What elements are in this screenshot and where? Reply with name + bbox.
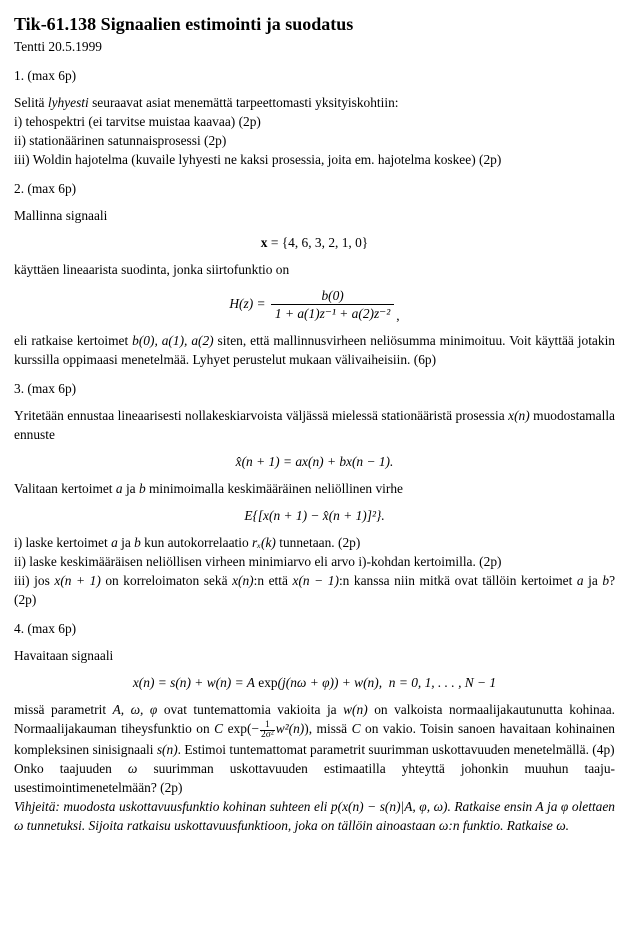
inline-fraction: $\frac{1}{\text{2σ²}}$ (260, 720, 274, 741)
transfer-function-formula (14, 287, 615, 323)
text-run: ja (583, 573, 603, 588)
text-run: b (134, 535, 141, 550)
text-run: C (214, 721, 224, 736)
text-run: Valitaan kertoimet (14, 481, 116, 496)
text-run: minimoimalla keskimääräinen neliöllinen virhe (145, 481, 403, 496)
text-run: n = 0, 1, . . . , N − 1 (388, 675, 497, 690)
text-run: seuraavat asiat menemättä tarpeettomasti yksityiskohtiin: (88, 95, 399, 110)
text-run: Yritetään ennustaa lineaarisesti nollakeskiarvoista väljässä mielessä stationääristä prosessia (14, 408, 509, 423)
text-run: muodostamalla ennuste (14, 408, 615, 442)
text-run: :n että (253, 573, 293, 588)
fraction-numerator: b(0) (321, 288, 344, 303)
problem-3-item-ii (14, 552, 615, 571)
text-run: lyhyesti (47, 95, 89, 110)
problem-3-intro (14, 406, 615, 444)
text-run: missä parametrit (14, 702, 113, 717)
problem-4-heading: 4. (max 6p) (14, 621, 77, 636)
text-run: = {4, 6, 3, 2, 1, 0} (267, 235, 369, 250)
text-run: :n kanssa niin mitkä ovat tällöin kertoimet (338, 573, 577, 588)
text-run: b(0), a(1), a(2) (132, 333, 214, 348)
formula-comma: , (396, 308, 400, 324)
transfer-fraction (271, 287, 394, 323)
problem-3-mid (14, 479, 615, 498)
problem-1-body (14, 93, 615, 169)
text-run: iii) jos (14, 573, 55, 588)
text-run: w(n) (343, 702, 368, 717)
course-title: Tik-61.138 Signaalien estimointi ja suodatus (14, 14, 354, 34)
problem-2-task (14, 331, 615, 369)
text-run: Selitä (14, 95, 48, 110)
problem-4-lead: Havaitaan signaali (14, 648, 114, 663)
exam-date: Tentti 20.5.1999 (14, 39, 102, 54)
problem-1-item-iii: iii) Woldin hajotelma (kuvaile lyhyesti ne kaksi prosessia, joita em. hajotelma koskee) (2p) (14, 152, 502, 167)
problem-2-lead: Mallinna signaali (14, 208, 108, 223)
problem-1-intro (14, 93, 615, 112)
text-run: (j(nω + φ)) + w(n), (277, 675, 383, 690)
mse-formula (14, 506, 615, 525)
text-run: ω (127, 761, 138, 777)
problem-3-item-iii (14, 571, 615, 609)
observation-formula (14, 673, 615, 692)
text-run: x(n) = s(n) + w(n) = A (132, 675, 255, 690)
text-run: rₓ(k) (252, 535, 276, 550)
text-run: a (576, 573, 584, 588)
problem-4-text (14, 700, 615, 835)
text-run: eli ratkaise kertoimet (14, 333, 133, 348)
text-run: x(n) (232, 573, 254, 588)
text-run: ), missä (304, 721, 352, 736)
text-run: b (138, 481, 146, 496)
text-run: siten, että mallinnusvirheen neliösumma minimoituu. Voit käyttää jotakin kurssilla oppimaasi menetelmää. Lyhyet perustelut mukaan välivaiheisiin. (6p) (14, 333, 615, 367)
problem-1-item-i: i) tehospektri (ei tarvitse muistaa kaavaa) (2p) (14, 114, 261, 129)
text-run: on vakio. Toisin sanoen havaitaan kohinainen kompleksinen sinisignaali (14, 721, 615, 758)
problem-4-body (14, 700, 615, 759)
text-run: s(n) (156, 742, 178, 758)
text-run: b (602, 573, 610, 588)
text-run (382, 675, 389, 690)
problem-3-items (14, 533, 615, 609)
text-run: a (115, 481, 123, 496)
text-run: x̂(n + 1) = ax(n) + bx(n − 1). (235, 454, 394, 469)
text-run: Onko taajuuden (14, 761, 128, 777)
problem-1-heading: 1. (max 6p) (14, 68, 77, 83)
problem-2-filter-intro: käyttäen lineaarista suodinta, jonka siirtofunktio on (14, 262, 290, 277)
fraction-denominator: 1 + a(1)z⁻¹ + a(2)z⁻² (271, 304, 394, 323)
text-run: on valkoista normaalijakautunutta kohinaa. Normaalijakauman tiheysfunktio on (14, 702, 615, 736)
text-run: w²(n) (275, 721, 305, 736)
text-run: ? (2p) (14, 573, 616, 607)
text-run: . Estimoi tuntemattomat parametrit suurimman uskottavuuden menetelmällä. (4p) (177, 742, 615, 758)
signal-vector-formula (14, 233, 615, 252)
text-run: on korreloimaton sekä (100, 573, 233, 588)
predictor-formula (14, 452, 615, 471)
problem-4-hints (14, 797, 615, 835)
transfer-lhs: H(z) = (229, 296, 266, 312)
text-run: C (351, 721, 361, 736)
text-run: x (260, 235, 268, 250)
text-run: A, ω, φ (112, 702, 158, 717)
text-run: x(n − 1) (292, 573, 339, 588)
problem-3-heading: 3. (max 6p) (14, 381, 77, 396)
text-run: ja (117, 535, 135, 550)
text-run: Vihjeitä: muodosta uskottavuusfunktio kohinan suhteen eli p(x(n) − s(n)|A, φ, ω). Ratkaise ensin A ja φ olettaen ω tunnetuksi. Sijoita ratkaisu uskottavuusfunktioon, joka on tällöin ainoastaan ω:n funktio. Ratkaise ω. (14, 799, 615, 834)
text-run: ja (122, 481, 139, 496)
text-run: ovat tuntemattomia vakioita ja (157, 702, 344, 717)
text-run: a (111, 535, 118, 550)
problem-2-heading: 2. (max 6p) (14, 181, 77, 196)
problem-3-item-i (14, 533, 615, 552)
problem-4-question (14, 759, 615, 797)
text-run: tunnetaan. (2p) (275, 535, 361, 550)
text-run: ii) laske keskimääräisen neliöllisen virheen minimiarvo eli arvo i)-kohdan kertoimilla. (2p) (14, 554, 502, 569)
text-run: x(n) (508, 408, 530, 423)
text-run: exp(− (223, 721, 259, 736)
text-run: suurimman uskottavuuden estimaatilla yhteyttä johonkin muuhun taajuusestimointimenetelmään? (2p) (14, 761, 615, 796)
text-run: kun autokorrelaatio (140, 535, 253, 550)
text-run: x(n + 1) (54, 573, 101, 588)
text-run: exp (254, 675, 278, 690)
text-run: E{[x(n + 1) − x̂(n + 1)]²}. (244, 508, 385, 523)
text-run: i) laske kertoimet (14, 535, 112, 550)
problem-1-item-ii: ii) stationäärinen satunnaisprosessi (2p) (14, 133, 227, 148)
